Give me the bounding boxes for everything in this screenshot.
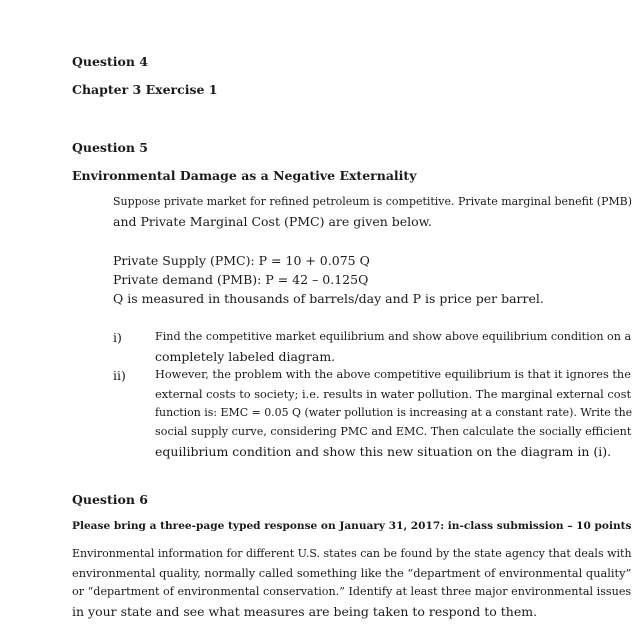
q5-item-number: ii) <box>113 368 126 383</box>
question-4-title: Question 4 <box>72 54 148 69</box>
q5-item-ii-line-4: social supply curve, considering PMC and EMC. Then calculate the socially efficient <box>155 425 632 438</box>
question-5-subtitle: Environmental Damage as a Negative Externality <box>72 168 417 183</box>
q6-paragraph-line-1: Environmental information for different U.S. states can be found by the state agency that deals with <box>72 547 632 560</box>
q5-intro-line-2: and Private Marginal Cost (PMC) are given below. <box>113 214 432 229</box>
q5-item-ii-line-5: equilibrium condition and show this new situation on the diagram in (i). <box>155 444 612 459</box>
q5-item-i-line-2: completely labeled diagram. <box>155 349 336 364</box>
q5-item-ii-line-1: However, the problem with the above competitive equilibrium is that it ignores the <box>155 368 631 381</box>
question-6-subtitle: Please bring a three-page typed response on January 31, 2017: in-class submission – 10 points <box>72 520 632 532</box>
q5-demand-equation: Private demand (PMB): P = 42 – 0.125Q <box>113 272 369 287</box>
q6-paragraph-line-3: or “department of environmental conservation.” Identify at least three major environmental issues <box>72 585 632 598</box>
q6-paragraph-line-4: in your state and see what measures are being taken to respond to them. <box>72 604 538 619</box>
q5-units-note: Q is measured in thousands of barrels/day and P is price per barrel. <box>113 291 544 306</box>
question-4-subtitle: Chapter 3 Exercise 1 <box>72 82 218 97</box>
q5-intro-line-1: Suppose private market for refined petroleum is competitive. Private marginal benefit (PMB) <box>113 195 633 208</box>
question-6-title: Question 6 <box>72 492 148 507</box>
q5-supply-equation: Private Supply (PMC): P = 10 + 0.075 Q <box>113 253 370 268</box>
q5-item-ii-line-2: external costs to society; i.e. results in water pollution. The marginal external cost <box>155 387 632 401</box>
q5-item-i-line-1: Find the competitive market equilibrium and show above equilibrium condition on a <box>155 330 632 343</box>
q6-paragraph-line-2: environmental quality, normally called something like the “department of environmental quality” <box>72 566 632 580</box>
q5-item-number: i) <box>113 330 122 345</box>
question-5-title: Question 5 <box>72 140 148 155</box>
q5-item-ii-line-3: function is: EMC = 0.05 Q (water pollution is increasing at a constant rate). Write the <box>155 406 633 419</box>
